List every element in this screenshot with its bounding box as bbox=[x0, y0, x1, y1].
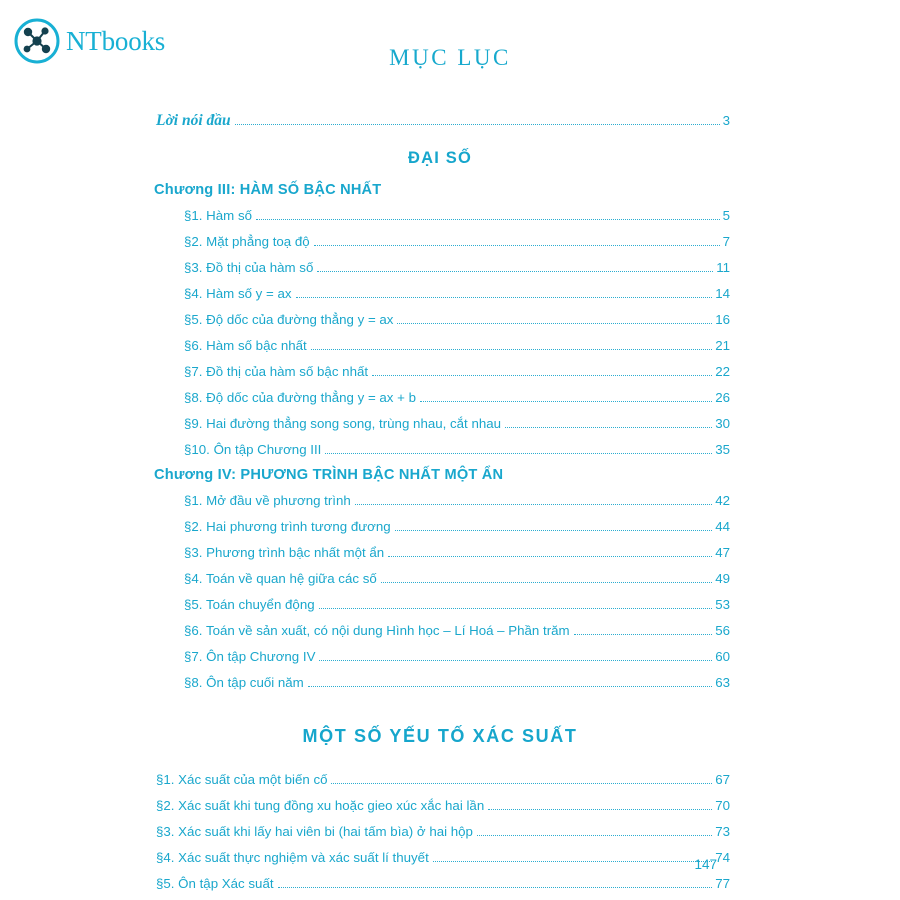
chapter-4-entries bbox=[150, 488, 730, 696]
toc-entry-preface[interactable] bbox=[150, 107, 730, 135]
chapter-name: PHƯƠNG TRÌNH BẬC NHẤT MỘT ẨN bbox=[240, 467, 504, 483]
page-title: MỤC LỤC bbox=[389, 45, 511, 70]
toc-entry-page: 77 bbox=[715, 876, 730, 891]
section-heading-probability: MỘT SỐ YẾU TỐ XÁC SUẤT bbox=[302, 726, 578, 746]
chapter-3-entries bbox=[150, 203, 730, 463]
dot-leader bbox=[235, 124, 720, 125]
toc-entry-page: 67 bbox=[715, 772, 730, 787]
toc-entry-page: 74 bbox=[715, 850, 730, 865]
footer-page-number: 147 bbox=[694, 857, 717, 872]
toc-entry-label: §1. Mở đầu về phương trình bbox=[184, 493, 351, 508]
toc-entry[interactable] bbox=[150, 411, 730, 437]
toc-entry[interactable] bbox=[150, 385, 730, 411]
toc-entry[interactable] bbox=[150, 203, 730, 229]
dot-leader bbox=[256, 219, 720, 220]
toc-entry[interactable] bbox=[150, 229, 730, 255]
toc-entry[interactable] bbox=[150, 437, 730, 463]
toc-entry[interactable] bbox=[150, 333, 730, 359]
toc-entry-label: §3. Đồ thị của hàm số bbox=[184, 260, 314, 275]
toc-entry-page: 16 bbox=[715, 312, 730, 327]
toc-entry-label: §1. Xác suất của một biến cố bbox=[156, 772, 328, 787]
toc-entry-label: §5. Độ dốc của đường thẳng y = ax bbox=[184, 312, 394, 327]
toc-entry-label: §2. Mặt phẳng toạ độ bbox=[184, 234, 310, 249]
toc-entry-label: §9. Hai đường thẳng song song, trùng nhau, cắt nhau bbox=[184, 416, 502, 431]
dot-leader bbox=[420, 401, 712, 402]
dot-leader bbox=[488, 809, 712, 810]
toc-entry-label: §10. Ôn tập Chương III bbox=[184, 442, 322, 457]
dot-leader bbox=[388, 556, 712, 557]
toc-entry-label: §2. Xác suất khi tung đồng xu hoặc gieo xúc xắc hai lần bbox=[156, 798, 485, 813]
toc-entry-label: Lời nói đầu bbox=[156, 112, 231, 129]
dot-leader bbox=[397, 323, 712, 324]
dot-leader bbox=[325, 453, 712, 454]
dot-leader bbox=[278, 887, 713, 888]
toc-entry-page: 3 bbox=[722, 113, 730, 128]
dot-leader bbox=[296, 297, 713, 298]
dot-leader bbox=[574, 634, 713, 635]
toc-entry-page: 5 bbox=[722, 208, 730, 223]
toc-entry-page: 42 bbox=[715, 493, 730, 508]
toc-entry-page: 26 bbox=[715, 390, 730, 405]
toc-entry[interactable] bbox=[150, 845, 730, 871]
toc-entry-label: §6. Toán về sản xuất, có nội dung Hình học – Lí Hoá – Phần trăm bbox=[184, 623, 570, 638]
toc-entry-label: §7. Ôn tập Chương IV bbox=[184, 649, 316, 664]
toc-entry[interactable] bbox=[150, 644, 730, 670]
toc-entry[interactable] bbox=[150, 255, 730, 281]
toc-entry-page: 73 bbox=[715, 824, 730, 839]
toc-entry-label: §2. Hai phương trình tương đương bbox=[184, 519, 391, 534]
toc-entry[interactable] bbox=[150, 871, 730, 897]
chapter-number: Chương III: bbox=[154, 182, 236, 198]
toc-entry-label: §3. Xác suất khi lấy hai viên bi (hai tấm bìa) ở hai hộp bbox=[156, 824, 473, 839]
toc-entry[interactable] bbox=[150, 281, 730, 307]
toc-entry[interactable] bbox=[150, 670, 730, 696]
chapter-name: HÀM SỐ BẬC NHẤT bbox=[239, 182, 382, 198]
chapter-number: Chương IV: bbox=[154, 467, 237, 483]
toc-entry[interactable] bbox=[150, 359, 730, 385]
toc-entry-label: §7. Đồ thị của hàm số bậc nhất bbox=[184, 364, 369, 379]
toc-entry-page: 22 bbox=[715, 364, 730, 379]
toc-entry-label: §4. Hàm số y = ax bbox=[184, 286, 292, 301]
toc-entry[interactable] bbox=[150, 819, 730, 845]
toc-entry[interactable] bbox=[150, 488, 730, 514]
toc-entry-page: 53 bbox=[715, 597, 730, 612]
dot-leader bbox=[314, 245, 720, 246]
dot-leader bbox=[355, 504, 712, 505]
toc-entry-page: 21 bbox=[715, 338, 730, 353]
toc-entry-label: §3. Phương trình bậc nhất một ẩn bbox=[184, 545, 385, 560]
dot-leader bbox=[477, 835, 712, 836]
toc-content bbox=[150, 105, 730, 899]
toc-entry-label: §5. Toán chuyển động bbox=[184, 597, 315, 612]
dot-leader bbox=[372, 375, 712, 376]
toc-entry-page: 44 bbox=[715, 519, 730, 534]
toc-entry-label: §4. Xác suất thực nghiệm và xác suất lí thuyết bbox=[156, 850, 429, 865]
toc-entry-page: 35 bbox=[715, 442, 730, 457]
toc-entry-page: 7 bbox=[722, 234, 730, 249]
toc-entry-page: 11 bbox=[716, 260, 730, 275]
toc-entry-page: 56 bbox=[715, 623, 730, 638]
toc-entry[interactable] bbox=[150, 514, 730, 540]
dot-leader bbox=[319, 660, 712, 661]
toc-entry-page: 47 bbox=[715, 545, 730, 560]
toc-entry-label: §1. Hàm số bbox=[184, 208, 252, 223]
section-heading-algebra: ĐẠI SỐ bbox=[407, 149, 473, 167]
dot-leader bbox=[433, 861, 712, 862]
toc-entry[interactable] bbox=[150, 793, 730, 819]
toc-entry-page: 30 bbox=[715, 416, 730, 431]
toc-entry[interactable] bbox=[150, 566, 730, 592]
toc-entry[interactable] bbox=[150, 767, 730, 793]
chapter-heading-3 bbox=[150, 182, 730, 198]
probability-entries bbox=[150, 767, 730, 897]
toc-entry-page: 70 bbox=[715, 798, 730, 813]
toc-entry[interactable] bbox=[150, 592, 730, 618]
toc-entry-label: §8. Ôn tập cuối năm bbox=[184, 675, 304, 690]
toc-entry-page: 14 bbox=[715, 286, 730, 301]
toc-entry-label: §6. Hàm số bậc nhất bbox=[184, 338, 307, 353]
toc-entry[interactable] bbox=[150, 540, 730, 566]
toc-entry-page: 63 bbox=[715, 675, 730, 690]
dot-leader bbox=[317, 271, 713, 272]
dot-leader bbox=[381, 582, 712, 583]
dot-leader bbox=[505, 427, 712, 428]
toc-entry-label: §5. Ôn tập Xác suất bbox=[156, 876, 274, 891]
toc-entry[interactable] bbox=[150, 307, 730, 333]
toc-entry-page: 49 bbox=[715, 571, 730, 586]
dot-leader bbox=[308, 686, 712, 687]
toc-entry-page: 60 bbox=[715, 649, 730, 664]
dot-leader bbox=[311, 349, 713, 350]
chapter-heading-4 bbox=[150, 467, 730, 483]
dot-leader bbox=[319, 608, 713, 609]
toc-entry-label: §4. Toán về quan hệ giữa các số bbox=[184, 571, 377, 586]
dot-leader bbox=[395, 530, 713, 531]
toc-entry-label: §8. Độ dốc của đường thẳng y = ax + b bbox=[184, 390, 417, 405]
dot-leader bbox=[331, 783, 712, 784]
toc-entry[interactable] bbox=[150, 618, 730, 644]
brand-name: NTbooks bbox=[66, 25, 166, 56]
